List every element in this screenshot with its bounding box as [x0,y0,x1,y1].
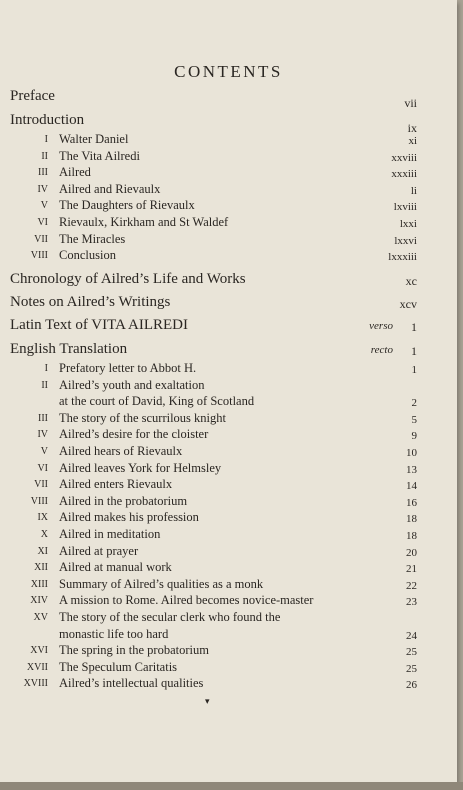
entry-number: V [40,200,48,212]
entry-label: Ailred hears of Rievaulx [59,444,183,458]
entry-number: IV [37,183,48,195]
entry-page: 20 [406,546,417,559]
toc-entry [0,593,457,611]
entry-number: XV [33,612,48,623]
entry-number: XI [37,545,48,557]
entry-label: The Speculum Caritatis [59,659,178,674]
entry-page: xxxiii [391,168,417,181]
entry-number: I [44,134,48,145]
entry-page: 10 [406,447,417,459]
entry-page: 18 [406,530,417,542]
entry-number: XIV [30,595,48,607]
entry-label: Ailred’s youth and exaltation [59,377,205,392]
entry-number: VIII [30,250,48,262]
toc-section [0,294,457,312]
entry-label: Conclusion [59,248,116,263]
entry-label: Ailred in the probatorium [59,493,188,508]
entry-label: Ailred leaves York for Helmsley [59,460,222,475]
entry-label: monastic life too hard [59,626,169,641]
toc-entry [0,676,457,694]
entry-label: Walter Daniel [59,132,129,146]
section-label: Introduction [10,112,85,128]
entry-page: 5 [411,413,417,426]
entry-page: 25 [406,646,417,659]
toc-entry [0,461,457,479]
entry-label: Prefatory letter to Abbot H. [59,361,197,375]
toc-entry [0,215,457,233]
section-label: Notes on Ailred’s Writings [10,294,171,310]
toc-entry [0,577,457,595]
entry-page: 13 [406,463,417,476]
entry-page: 1 [411,364,417,376]
entry-page: xi [408,135,417,147]
toc-entry [0,182,457,200]
toc-section [0,88,457,110]
entry-page: 25 [406,662,417,675]
entry-label: at the court of David, King of Scotland [59,394,255,409]
entry-number: III [38,412,48,424]
entry-label: Ailred at manual work [59,560,172,575]
entry-label: The spring in the probatorium [59,643,209,658]
entry-label: Ailred enters Rievaulx [59,477,173,492]
toc-entry [0,610,457,628]
toc-section [0,317,457,335]
section-page: vii [404,96,417,110]
entry-number: II [41,150,48,162]
entry-label: Ailred’s intellectual qualities [59,676,204,691]
entry-label: The story of the secular clerk who found the [59,610,281,624]
continuation-mark: ▾ [205,696,210,706]
entry-number: VII [34,233,48,245]
entry-label: The story of the scurrilous knight [59,410,226,425]
entry-label: Ailred’s desire for the cloister [59,427,209,442]
entry-label: Summary of Ailred’s qualities as a monk [59,576,264,591]
entry-label: Ailred in meditation [59,527,161,541]
section-side: recto [370,344,393,356]
toc-section [0,112,457,135]
section-page: ix [407,121,417,135]
entry-label: Ailred at prayer [59,543,139,558]
toc-entry [0,510,457,528]
entry-number: XVI [30,645,48,657]
toc-entry [0,627,457,645]
entry-number: XII [34,562,48,574]
entry-number: II [41,379,48,391]
entry-number: XIII [30,578,48,590]
entry-label: Ailred [59,165,91,180]
entry-page: 22 [406,579,417,592]
section-side: verso [369,320,393,332]
toc-entry [0,494,457,512]
entry-number: III [38,167,48,179]
toc-entry [0,560,457,578]
entry-page: 14 [406,480,417,493]
toc-entry [0,149,457,167]
section-label: Preface [10,88,55,104]
entry-page: 21 [406,563,417,576]
toc-entry [0,132,457,150]
entry-number: VI [37,217,48,228]
entry-page: lxxi [399,218,417,230]
toc-entry [0,198,457,216]
entry-page: 23 [406,596,417,609]
section-page: 1 [411,320,417,334]
toc-entry [0,527,457,545]
toc-entry [0,660,457,678]
entry-label: The Miracles [59,231,126,246]
toc-entry [0,232,457,250]
entry-page: 26 [406,679,417,692]
toc-entry [0,643,457,661]
entry-label: The Vita Ailredi [59,148,140,163]
toc-entry [0,248,457,266]
page-edge [0,782,463,790]
entry-label: The Daughters of Rievaulx [59,198,195,213]
entry-label: Rievaulx, Kirkham and St Waldef [59,215,229,229]
entry-number: VII [34,479,48,491]
entry-number: V [40,446,48,457]
toc-entry [0,394,457,412]
entry-page: 9 [411,430,417,443]
toc-entry [0,444,457,462]
entry-page: 24 [406,629,417,642]
entry-page: 16 [406,496,417,509]
toc-section [0,341,457,359]
entry-page: lxxvi [394,234,417,247]
entry-number: XVII [26,661,48,673]
entry-page: li [410,184,417,197]
entry-page: lxviii [393,201,417,214]
toc-entry [0,165,457,183]
entry-label: A mission to Rome. Ailred becomes novice-master [59,593,314,608]
section-label: English Translation [10,341,128,357]
toc-entry [0,378,457,396]
entry-number: IV [37,429,48,441]
entry-page: xxviii [391,151,417,164]
section-page: xcv [399,297,417,311]
entry-page: lxxxiii [388,251,417,264]
entry-number: VIII [30,495,48,507]
toc-entry [0,361,457,379]
toc-entry [0,544,457,562]
entry-page: 2 [411,397,417,410]
section-page: xc [405,274,417,288]
toc-entry [0,477,457,495]
entry-number: I [44,363,48,374]
toc-section [0,271,457,289]
entry-label: Ailred and Rievaulx [59,181,161,196]
page-title: CONTENTS [174,62,283,81]
entry-number: VI [37,462,48,474]
entry-page: 18 [406,513,417,526]
entry-number: X [40,529,48,540]
toc-entry [0,411,457,429]
entry-number: IX [37,512,48,524]
entry-label: Ailred makes his profession [59,510,199,525]
entry-number: XVIII [23,678,48,690]
section-label: Latin Text of VITA AILREDI [10,317,189,333]
section-label: Chronology of Ailred’s Life and Works [10,271,246,287]
toc-entry [0,427,457,445]
section-page: 1 [411,344,417,358]
